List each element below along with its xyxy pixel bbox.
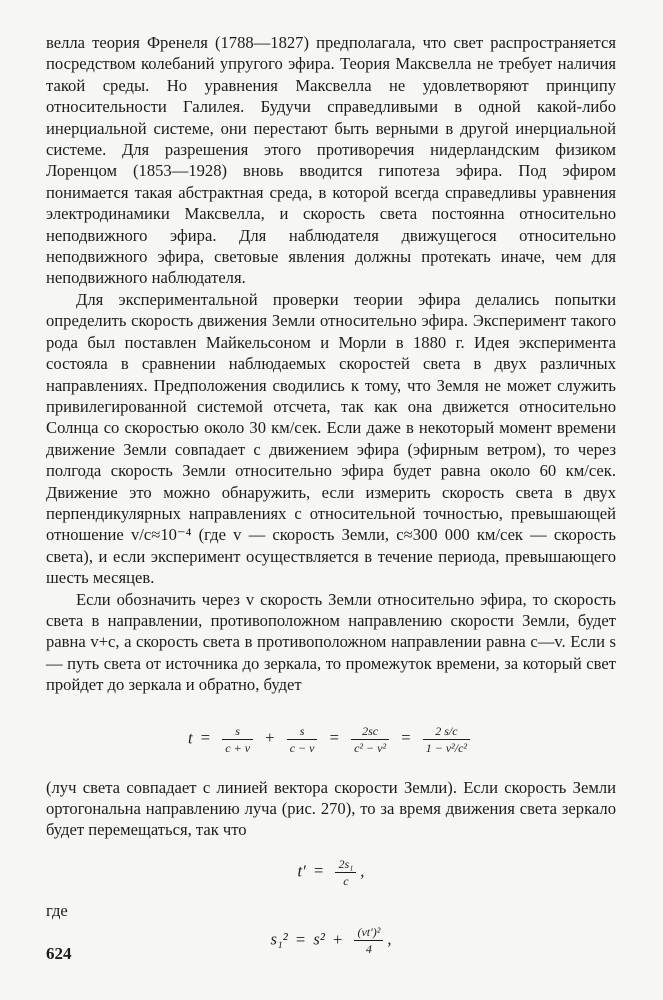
fraction-numerator: s bbox=[222, 724, 253, 740]
formula-equals: = bbox=[200, 727, 211, 747]
fraction-numerator: 2sc bbox=[351, 724, 389, 740]
formula-lhs: t bbox=[187, 727, 193, 747]
fraction-denominator: c bbox=[343, 873, 349, 888]
formula-time-orthogonal bbox=[46, 857, 616, 888]
formula-comma: , bbox=[387, 929, 392, 949]
paragraph: Если обозначить через v скорость Земли относительно эфира, то скорость света в направлении, противоположном направлению скорости Земли, будет равна v+c, а скорость света в противоположном направлении равна c—v. Если s — путь света от источника до зеркала, то промежуток времени, за который свет пройдет до зеркала и обратно, будет bbox=[46, 589, 616, 695]
fraction-numerator: (vt′)² bbox=[354, 925, 383, 941]
fraction-numerator: s bbox=[287, 724, 318, 740]
fraction-denominator: c² − v² bbox=[354, 740, 387, 755]
fraction-denominator: c − v bbox=[289, 740, 315, 755]
where-label: где bbox=[46, 900, 68, 920]
paragraph: Для экспериментальной проверки теории эфира делались попытки определить скорость движения Земли относительно эфира. Эксперимент такого рода был поставлен Майкельсоном и Морли в 1880 г. Идея эксперимента состояла в сравнении наблюдаемых скоростей света в двух различных направлениях. Предположения сводились к тому, что Земля не может служить привилегированной системой отсчета, так как она движется относительно Солнца со скоростью около 30 км/сек. Если даже в некоторый момент времени движение Земли совпадает с движением эфира (эфирным ветром), то через полгода скорость Земли относительно эфира будет равна около 60 км/сек. Движение это можно обнаружить, если измерить скорость света в двух перпендикулярных направлениях с относительной точностью, превышающей отношение v/c≈10⁻⁴ (где v — скорость Земли, c≈300 000 км/сек — скорость света), и если эксперимент осуществляется в течение периода, превышающего шесть месяцев. bbox=[46, 289, 616, 588]
page-content bbox=[46, 32, 616, 966]
fraction bbox=[423, 724, 470, 755]
fraction bbox=[222, 724, 253, 755]
fraction bbox=[287, 724, 318, 755]
fraction bbox=[351, 724, 389, 755]
formula-lhs: s₁² bbox=[270, 929, 288, 949]
formula-path-length bbox=[46, 925, 616, 956]
formula-equals: = bbox=[329, 727, 339, 747]
formula-equals: = bbox=[295, 929, 306, 949]
fraction-denominator: 1 − v²/c² bbox=[425, 740, 468, 755]
fraction bbox=[354, 925, 383, 956]
formula-comma: , bbox=[360, 861, 365, 881]
page-number: 624 bbox=[46, 944, 72, 963]
paragraph: велла теория Френеля (1788—1827) предполагала, что свет распространяется посредством колебаний упругого эфира. Теория Максвелла не требует наличия такой среды. Но уравнения Максвелла не удовлетворяют принципу относительности Галилея. Будучи справедливыми в одной какой-либо инерциальной системе, они перестают быть верными в другой инерциальной системе. Для разрешения этого противоречия нидерландским физиком Лоренцом (1853—1928) вновь вводится гипотеза эфира. Под эфиром понимается такая абстрактная среда, в которой всегда справедливы уравнения электродинамики Максвелла, и скорость света постоянна относительно неподвижного эфира. Для наблюдателя движущегося относительно неподвижного эфира, световые явления должны протекать иначе, чем для неподвижного наблюдателя. bbox=[46, 33, 616, 288]
fraction bbox=[335, 857, 356, 888]
fraction-numerator: 2s₁ bbox=[335, 857, 356, 873]
formula-term: s² bbox=[313, 929, 325, 949]
formula-plus: + bbox=[332, 929, 343, 949]
formula-equals: = bbox=[401, 727, 411, 747]
formula-time-parallel bbox=[46, 724, 616, 755]
formula-plus: + bbox=[265, 727, 275, 747]
fraction-numerator: 2 s/c bbox=[423, 724, 470, 740]
fraction-denominator: 4 bbox=[365, 942, 372, 957]
paragraph: (луч света совпадает с линией вектора скорости Земли). Если скорость Земли ортогональна направлению луча (рис. 270), то за время движения света зеркало будет перемещаться, так что bbox=[46, 777, 616, 840]
formula-lhs: t′ bbox=[297, 861, 306, 881]
formula-equals: = bbox=[313, 861, 324, 881]
fraction-denominator: c + v bbox=[225, 740, 251, 755]
